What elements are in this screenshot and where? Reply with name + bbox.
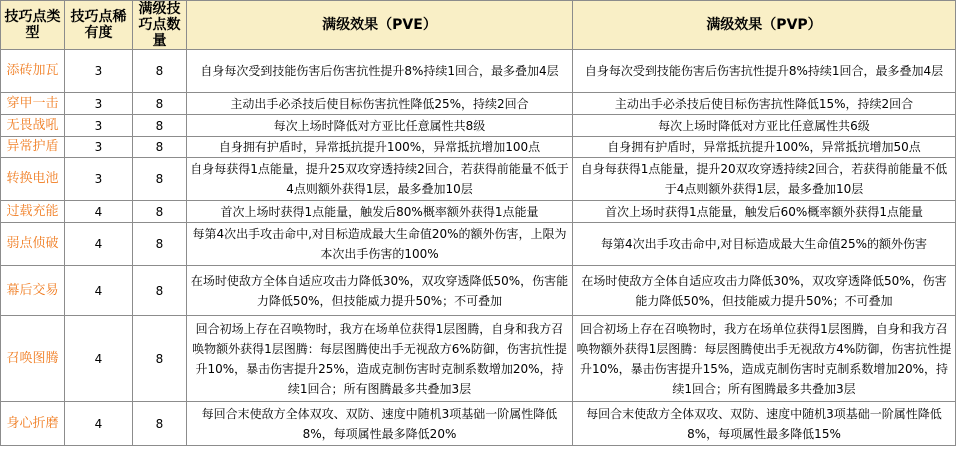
skill-count: 8 xyxy=(133,201,187,223)
skill-name: 穿甲一击 xyxy=(1,93,65,115)
skill-count: 8 xyxy=(133,158,187,201)
skill-name: 召唤图腾 xyxy=(1,316,65,402)
skill-rarity: 4 xyxy=(65,223,133,266)
header-pvp: 满级效果（PVP） xyxy=(573,1,956,50)
table-row xyxy=(1,316,956,402)
skill-rarity: 3 xyxy=(65,50,133,93)
skill-count: 8 xyxy=(133,115,187,137)
table-row xyxy=(1,223,956,266)
header-type: 技巧点类型 xyxy=(1,1,65,50)
header-rarity: 技巧点稀有度 xyxy=(65,1,133,50)
table-header-row xyxy=(1,1,956,50)
pve-effect: 主动出手必杀技后使目标伤害抗性降低25%，持续2回合 xyxy=(187,93,573,115)
skill-name: 过载充能 xyxy=(1,201,65,223)
skill-count: 8 xyxy=(133,402,187,446)
pvp-effect: 回合初场上存在召唤物时，我方在场单位获得1层图腾，自身和我方召唤物额外获得1层图腾：每层图腾使出手无视敌方4%防御，伤害抗性提升10%，暴击伤害提升15%，造成克制伤害时克制系数增加20%，持续1回合；所有图腾最多共叠加3层 xyxy=(573,316,956,402)
skill-name: 无畏战吼 xyxy=(1,115,65,137)
pvp-effect: 每次上场时降低对方亚比任意属性共6级 xyxy=(573,115,956,137)
pvp-effect: 自身每次受到技能伤害后伤害抗性提升8%持续1回合，最多叠加4层 xyxy=(573,50,956,93)
pvp-effect: 首次上场时获得1点能量，触发后60%概率额外获得1点能量 xyxy=(573,201,956,223)
skill-rarity: 4 xyxy=(65,316,133,402)
pvp-effect: 每第4次出手攻击命中,对目标造成最大生命值25%的额外伤害 xyxy=(573,223,956,266)
pvp-effect: 在场时使敌方全体自适应攻击力降低30%，双攻穿透降低50%，伤害能力降低50%，但技能威力提升50%；不可叠加 xyxy=(573,266,956,316)
skill-count: 8 xyxy=(133,266,187,316)
table-row xyxy=(1,137,956,158)
pve-effect: 自身每次受到技能伤害后伤害抗性提升8%持续1回合，最多叠加4层 xyxy=(187,50,573,93)
pve-effect: 每次上场时降低对方亚比任意属性共8级 xyxy=(187,115,573,137)
skill-rarity: 3 xyxy=(65,93,133,115)
pve-effect: 回合初场上存在召唤物时，我方在场单位获得1层图腾，自身和我方召唤物额外获得1层图腾：每层图腾使出手无视敌方6%防御，伤害抗性提升10%，暴击伤害提升25%，造成克制伤害时克制系数增加20%，持续1回合；所有图腾最多共叠加3层 xyxy=(187,316,573,402)
pvp-effect: 每回合末使敌方全体双攻、双防、速度中随机3项基础一阶属性降低8%，每项属性最多降低15% xyxy=(573,402,956,446)
table-row xyxy=(1,115,956,137)
table-row xyxy=(1,93,956,115)
header-pve: 满级效果（PVE） xyxy=(187,1,573,50)
skill-name: 异常护盾 xyxy=(1,137,65,158)
skill-name: 幕后交易 xyxy=(1,266,65,316)
table-row xyxy=(1,266,956,316)
skill-rarity: 3 xyxy=(65,137,133,158)
header-max-count: 满级技巧点数量 xyxy=(133,1,187,50)
pvp-effect: 主动出手必杀技后使目标伤害抗性降低15%，持续2回合 xyxy=(573,93,956,115)
pve-effect: 在场时使敌方全体自适应攻击力降低30%，双攻穿透降低50%，伤害能力降低50%，但技能威力提升50%；不可叠加 xyxy=(187,266,573,316)
skill-rarity: 3 xyxy=(65,115,133,137)
skill-count: 8 xyxy=(133,223,187,266)
table-row xyxy=(1,402,956,446)
pve-effect: 自身拥有护盾时，异常抵抗提升100%，异常抵抗增加100点 xyxy=(187,137,573,158)
skill-rarity: 4 xyxy=(65,266,133,316)
skill-name: 添砖加瓦 xyxy=(1,50,65,93)
pve-effect: 每第4次出手攻击命中,对目标造成最大生命值20%的额外伤害，上限为本次出手伤害的100% xyxy=(187,223,573,266)
skill-rarity: 3 xyxy=(65,158,133,201)
pvp-effect: 自身拥有护盾时，异常抵抗提升100%，异常抵抗增加50点 xyxy=(573,137,956,158)
table-row xyxy=(1,201,956,223)
skill-name: 弱点侦破 xyxy=(1,223,65,266)
skill-count: 8 xyxy=(133,50,187,93)
pve-effect: 每回合末使敌方全体双攻、双防、速度中随机3项基础一阶属性降低8%，每项属性最多降低20% xyxy=(187,402,573,446)
pve-effect: 首次上场时获得1点能量，触发后80%概率额外获得1点能量 xyxy=(187,201,573,223)
skill-name: 转换电池 xyxy=(1,158,65,201)
skill-count: 8 xyxy=(133,93,187,115)
skill-rarity: 4 xyxy=(65,201,133,223)
pve-effect: 自身每获得1点能量，提升25双攻穿透持续2回合，若获得前能量不低于4点则额外获得1层，最多叠加10层 xyxy=(187,158,573,201)
table-row xyxy=(1,50,956,93)
table-row xyxy=(1,158,956,201)
skill-count: 8 xyxy=(133,137,187,158)
pvp-effect: 自身每获得1点能量，提升20双攻穿透持续2回合，若获得前能量不低于4点则额外获得1层，最多叠加10层 xyxy=(573,158,956,201)
skill-count: 8 xyxy=(133,316,187,402)
skill-rarity: 4 xyxy=(65,402,133,446)
skill-name: 身心折磨 xyxy=(1,402,65,446)
